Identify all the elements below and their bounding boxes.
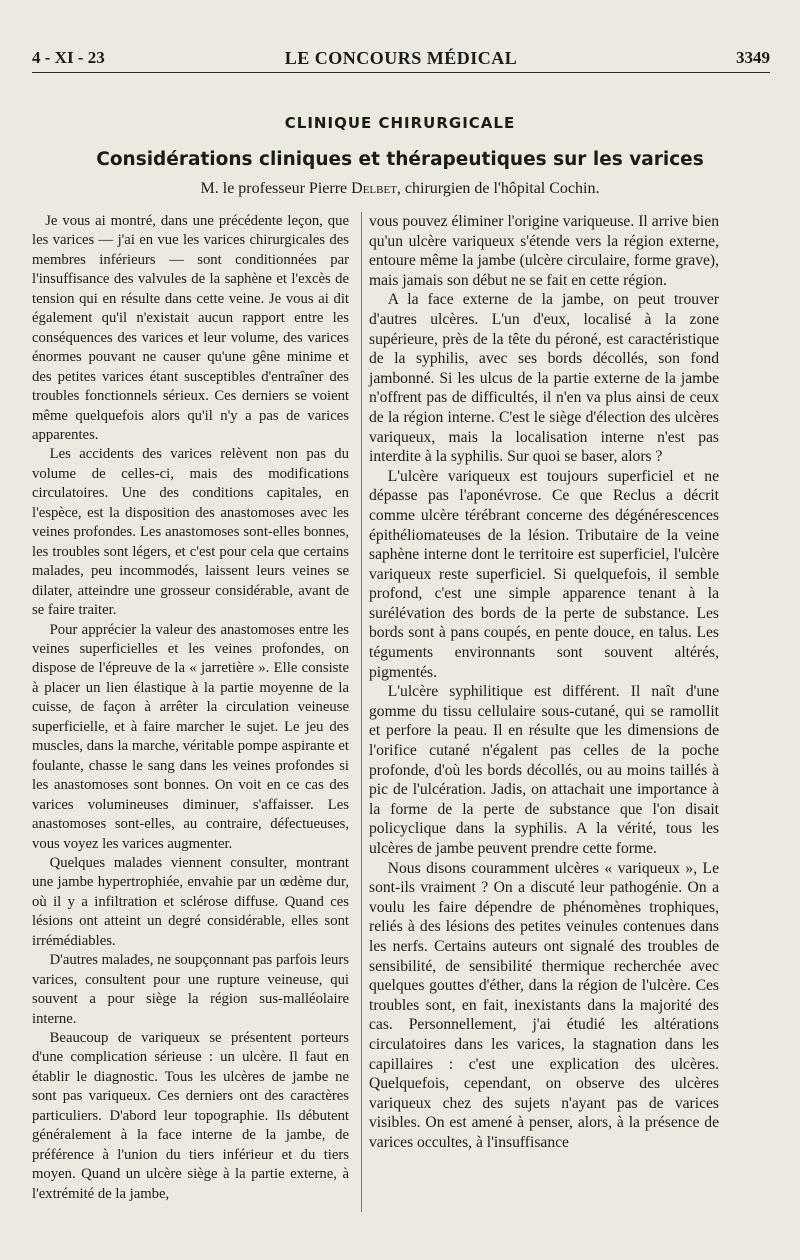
paragraph: Je vous ai montré, dans une précédente leçon, que les varices — j'ai en vue les varices chirurgicales des membres inférieurs — sont conditionnées par l'insuffisance des valvules de la saphène et l'excès de tension qui en résulte dans cette veine. Je vous ai dit également qu'il n'existait aucun rapport entre les conséquences des varices et leur volume, des varices énormes pouvant ne causer qu'une gêne minime et des petites varices étant susceptibles d'entraîner des troubles fonctionnels sérieux. Ces derniers se voient même quelquefois alors qu'il n'y a pas de varices apparentes. (32, 213, 349, 443)
right-column (369, 212, 719, 1153)
paragraph: L'ulcère syphilitique est différent. Il naît d'une gomme du tissu cellulaire sous-cutané, qui se ramollit et perfore la peau. Il en résulte que les dimensions de l'orifice cutané n'égalent pas celles de la poche profonde, d'où les bords décollés, ou au moins taillés à pic de l'ulcération. Jadis, on attachait une importance à la forme de la perte de substance que l'on disait policyclique dans la syphilis. A la vérité, tous les ulcères de jambe peuvent prendre cette forme. (369, 683, 719, 857)
column-divider (361, 212, 362, 1212)
paragraph: vous pouvez éliminer l'origine variqueuse. Il arrive bien qu'un ulcère variqueux s'étende vers la région externe, entoure même la jambe (ulcère circulaire, forme grave), mais jamais son début ne se fait en cette région. (369, 213, 719, 289)
paragraph: D'autres malades, ne soupçonnant pas parfois leurs varices, consultent pour une rupture veineuse, qui souvent a pour siège la région sus-malléolaire interne. (32, 952, 349, 1027)
byline-suffix: , chirurgien de l'hôpital Cochin. (396, 180, 600, 197)
paragraph: Nous disons couramment ulcères « variqueux », Le sont-ils vraiment ? On a discuté leur pathogénie. On a voulu les faire dépendre de phénomènes trophiques, reliés à des lésions des petites veinules contenues dans les nerfs. Certains auteurs ont signalé des troubles de sensibilité, de sensibilité thermique recherchée avec quelques gouttes d'éther, dans la région de l'ulcère. Ces troubles sont, en fait, inexistants dans la majorité des cas. Personnellement, j'ai étudié les altérations circulatoires dans les varices, la stagnation dans les capillaires : c'est une explication des ulcères. Quelquefois, cependant, on observe des ulcères variqueux chez des sujets n'ayant pas de varices visibles. On est amené à penser, alors, à la présence de varices occultes, à l'insuffisance (369, 859, 719, 1151)
issue-date: 4 - XI - 23 (32, 48, 105, 67)
paragraph: Les accidents des varices relèvent non pas du volume de celles-ci, mais des modifications circulatoires. Une des conditions capitales, en l'espèce, est la disposition des anastomoses avec les veines profondes. Les anastomoses sont-elles bonnes, les troubles sont légers, et c'est pour cela que certains malades, peu incommodés, laissent leurs veines se dilater, atteindre une grosseur considérable, avant de se faire traiter. (32, 446, 349, 619)
left-column (32, 212, 349, 1204)
paragraph: Pour apprécier la valeur des anastomoses entre les veines superficielles et les veines profondes, on dispose de l'épreuve de la « jarretière ». Elle consiste à placer un lien élastique à la partie moyenne de la cuisse, de façon à arrêter la circulation veineuse superficielle, et à faire marcher le sujet. Le jeu des muscles, dans la marche, véritable pompe aspirante et foulante, chasse le sang dans les veines profondes si les anastomoses sont bonnes. On voit en ce cas des varices volumineuses diminuer, s'affaisser. Les anastomoses sont-elles, au contraire, défectueuses, vous voyez les varices augmenter. (32, 621, 349, 852)
article-title: Considérations cliniques et thérapeutiques sur les varices (96, 149, 704, 170)
paragraph: Beaucoup de variqueux se présentent porteurs d'une complication sérieuse : un ulcère. Il faut en établir le diagnostic. Tous les ulcères de jambe ne sont pas variqueux. Ces derniers ont des caractères particuliers. D'abord leur topographie. Ils débutent généralement à la face interne de la jambe, de préférence à l'union du tiers inférieur et du tiers moyen. Quand un ulcère siège à la partie externe, à l'extrémité de la jambe, (32, 1030, 349, 1202)
journal-title: LE CONCOURS MÉDICAL (284, 48, 518, 68)
paragraph: A la face externe de la jambe, on peut trouver d'autres ulcères. L'un d'eux, localisé à la zone supérieure, près de la tête du péroné, est caractéristique de la syphilis, avec ses bords décollés, son fond jambonné. Si les ulcus de la partie externe de la jambe n'offrent pas de difficultés, il n'en va plus ainsi de ceux de la région interne. C'est le siège d'élection des ulcères variqueux, mais la localisation interne n'est pas interdite à la syphilis. Sur quoi se baser, alors ? (369, 291, 719, 466)
paragraph: L'ulcère variqueux est toujours superficiel et ne dépasse pas l'aponévrose. Ce que Reclus a décrit comme ulcère térébrant concerne des dégénérescences épithéliomateuses de la lésion. Tributaire de la veine saphène interne dont le territoire est superficiel, l'ulcère variqueux reste superficiel. Si quelquefois, il semble profond, c'est une simple apparence tenant à la surélévation des bords de la perte de substance. Les bords sont à pans coupés, en pente douce, en talus. Les téguments environnants sont souvent altérés, pigmentés. (369, 467, 719, 681)
author-byline (0, 180, 800, 198)
paragraph: Quelques malades viennent consulter, montrant une jambe hypertrophiée, envahie par un œdème dur, où il y a infiltration et sclérose diffuse. Quand ces lésions ont atteint un degré considérable, elles sont irrémédiables. (32, 854, 349, 949)
author-surname: Delbet (351, 180, 397, 197)
byline-prefix: M. le professeur Pierre (200, 180, 348, 197)
page-number: 3349 (736, 48, 770, 67)
section-heading: CLINIQUE CHIRURGICALE (284, 114, 516, 132)
running-header (32, 46, 770, 73)
